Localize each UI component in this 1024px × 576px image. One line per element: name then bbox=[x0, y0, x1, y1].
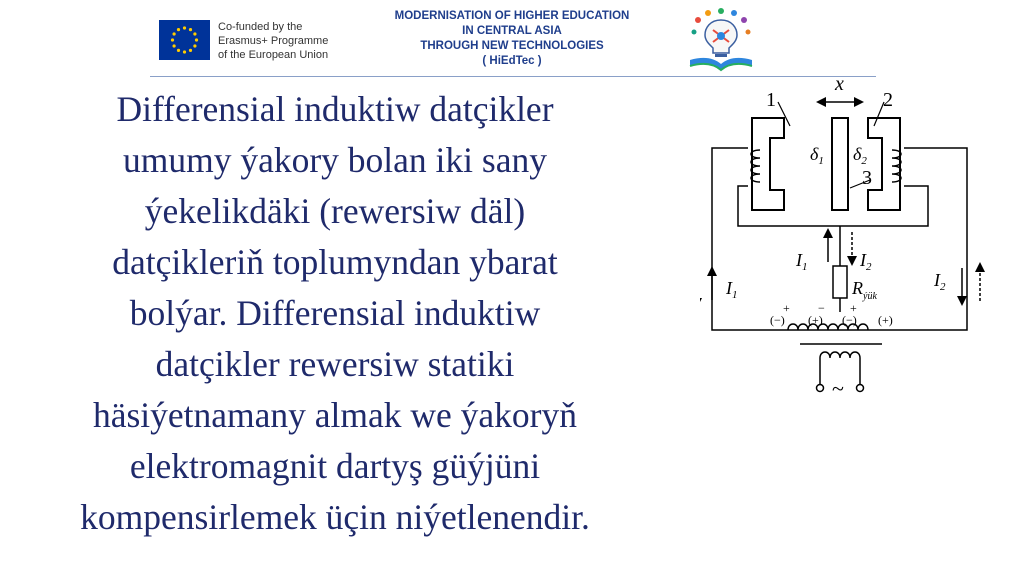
description-text bbox=[22, 84, 648, 543]
label-core-1: 1 bbox=[766, 89, 776, 111]
transformer-primary-icon bbox=[820, 352, 860, 358]
label-x: x bbox=[835, 76, 844, 95]
label-armature-3: 3 bbox=[862, 167, 872, 189]
label-current-i2-center: $I_2$ bbox=[860, 250, 872, 273]
eu-cofunded-text bbox=[218, 20, 338, 62]
eu-line: of the European Union bbox=[218, 49, 329, 61]
ac-source-symbol: ~ bbox=[832, 376, 844, 401]
project-title-line: IN CENTRAL ASIA bbox=[462, 25, 562, 37]
polarity-plus-paren: (+) bbox=[878, 313, 893, 327]
label-load-resistor: $R_{ýük}$ bbox=[852, 278, 877, 302]
current-arrow-up-icon bbox=[823, 228, 833, 238]
polarity-minus-paren: (−) bbox=[770, 313, 785, 327]
hiedtec-lightbulb-book-logo bbox=[686, 8, 756, 74]
x-arrow-left-icon bbox=[816, 97, 826, 107]
polarity-minus-paren: (−) bbox=[842, 313, 857, 327]
project-title-line: THROUGH NEW TECHNOLOGIES bbox=[420, 40, 604, 52]
description-line: umumy ýakory bolan iki sany bbox=[123, 140, 547, 180]
description-line: kompensirlemek üçin niýetlenendir. bbox=[80, 497, 590, 537]
left-core bbox=[752, 118, 784, 210]
project-title-line: ( HiEdTec ) bbox=[482, 55, 542, 67]
description-line: ýekelikdäki (rewersiw däl) bbox=[144, 191, 526, 231]
label-delta-2: $\delta_2$ bbox=[853, 144, 867, 167]
label-current-i2-right: $I_2$ bbox=[934, 270, 946, 293]
project-title-line: MODERNISATION OF HIGHER EDUCATION bbox=[394, 10, 630, 22]
label-core-2: 2 bbox=[883, 89, 893, 111]
polarity-minus: − bbox=[818, 301, 825, 315]
load-resistor bbox=[833, 266, 847, 298]
eu-flag-logo bbox=[159, 20, 210, 60]
current-arrow-up-icon bbox=[975, 262, 985, 272]
eu-line: Erasmus+ Programme bbox=[218, 35, 329, 47]
eu-line: Co-funded by the bbox=[218, 21, 303, 33]
description-line: bolýar. Differensial induktiw bbox=[129, 293, 541, 333]
description-line: datçikler rewersiw statiki bbox=[155, 344, 515, 384]
right-core bbox=[868, 118, 900, 210]
label-current-i1-center: $I_1$ bbox=[796, 250, 808, 273]
header bbox=[0, 0, 1024, 80]
current-arrow-down-icon bbox=[957, 296, 967, 306]
label-delta-1: $\delta_1$ bbox=[810, 144, 824, 167]
description-line: elektromagnit dartyş güýjüni bbox=[129, 446, 541, 486]
description-line: Differensial induktiw datçikler bbox=[116, 89, 554, 129]
armature bbox=[832, 118, 848, 210]
label-current-i1-left: $I_1$ bbox=[726, 278, 738, 301]
description-line: häsiýetnamany almak we ýakoryň bbox=[92, 395, 578, 435]
polarity-plus-paren: (+) bbox=[808, 313, 823, 327]
x-arrow-right-icon bbox=[854, 97, 864, 107]
polarity-plus: + bbox=[783, 301, 790, 315]
differential-inductive-sensor-circuit bbox=[700, 76, 1000, 402]
current-arrow-down-icon bbox=[847, 256, 857, 266]
ac-terminal-right bbox=[857, 385, 864, 392]
ac-terminal-left bbox=[817, 385, 824, 392]
current-arrow-down-icon bbox=[700, 298, 702, 308]
current-arrow-up-icon bbox=[707, 266, 717, 276]
description-line: datçikleriň toplumyndan ybarat bbox=[112, 242, 558, 282]
project-title bbox=[352, 9, 672, 69]
polarity-plus: + bbox=[850, 301, 857, 315]
